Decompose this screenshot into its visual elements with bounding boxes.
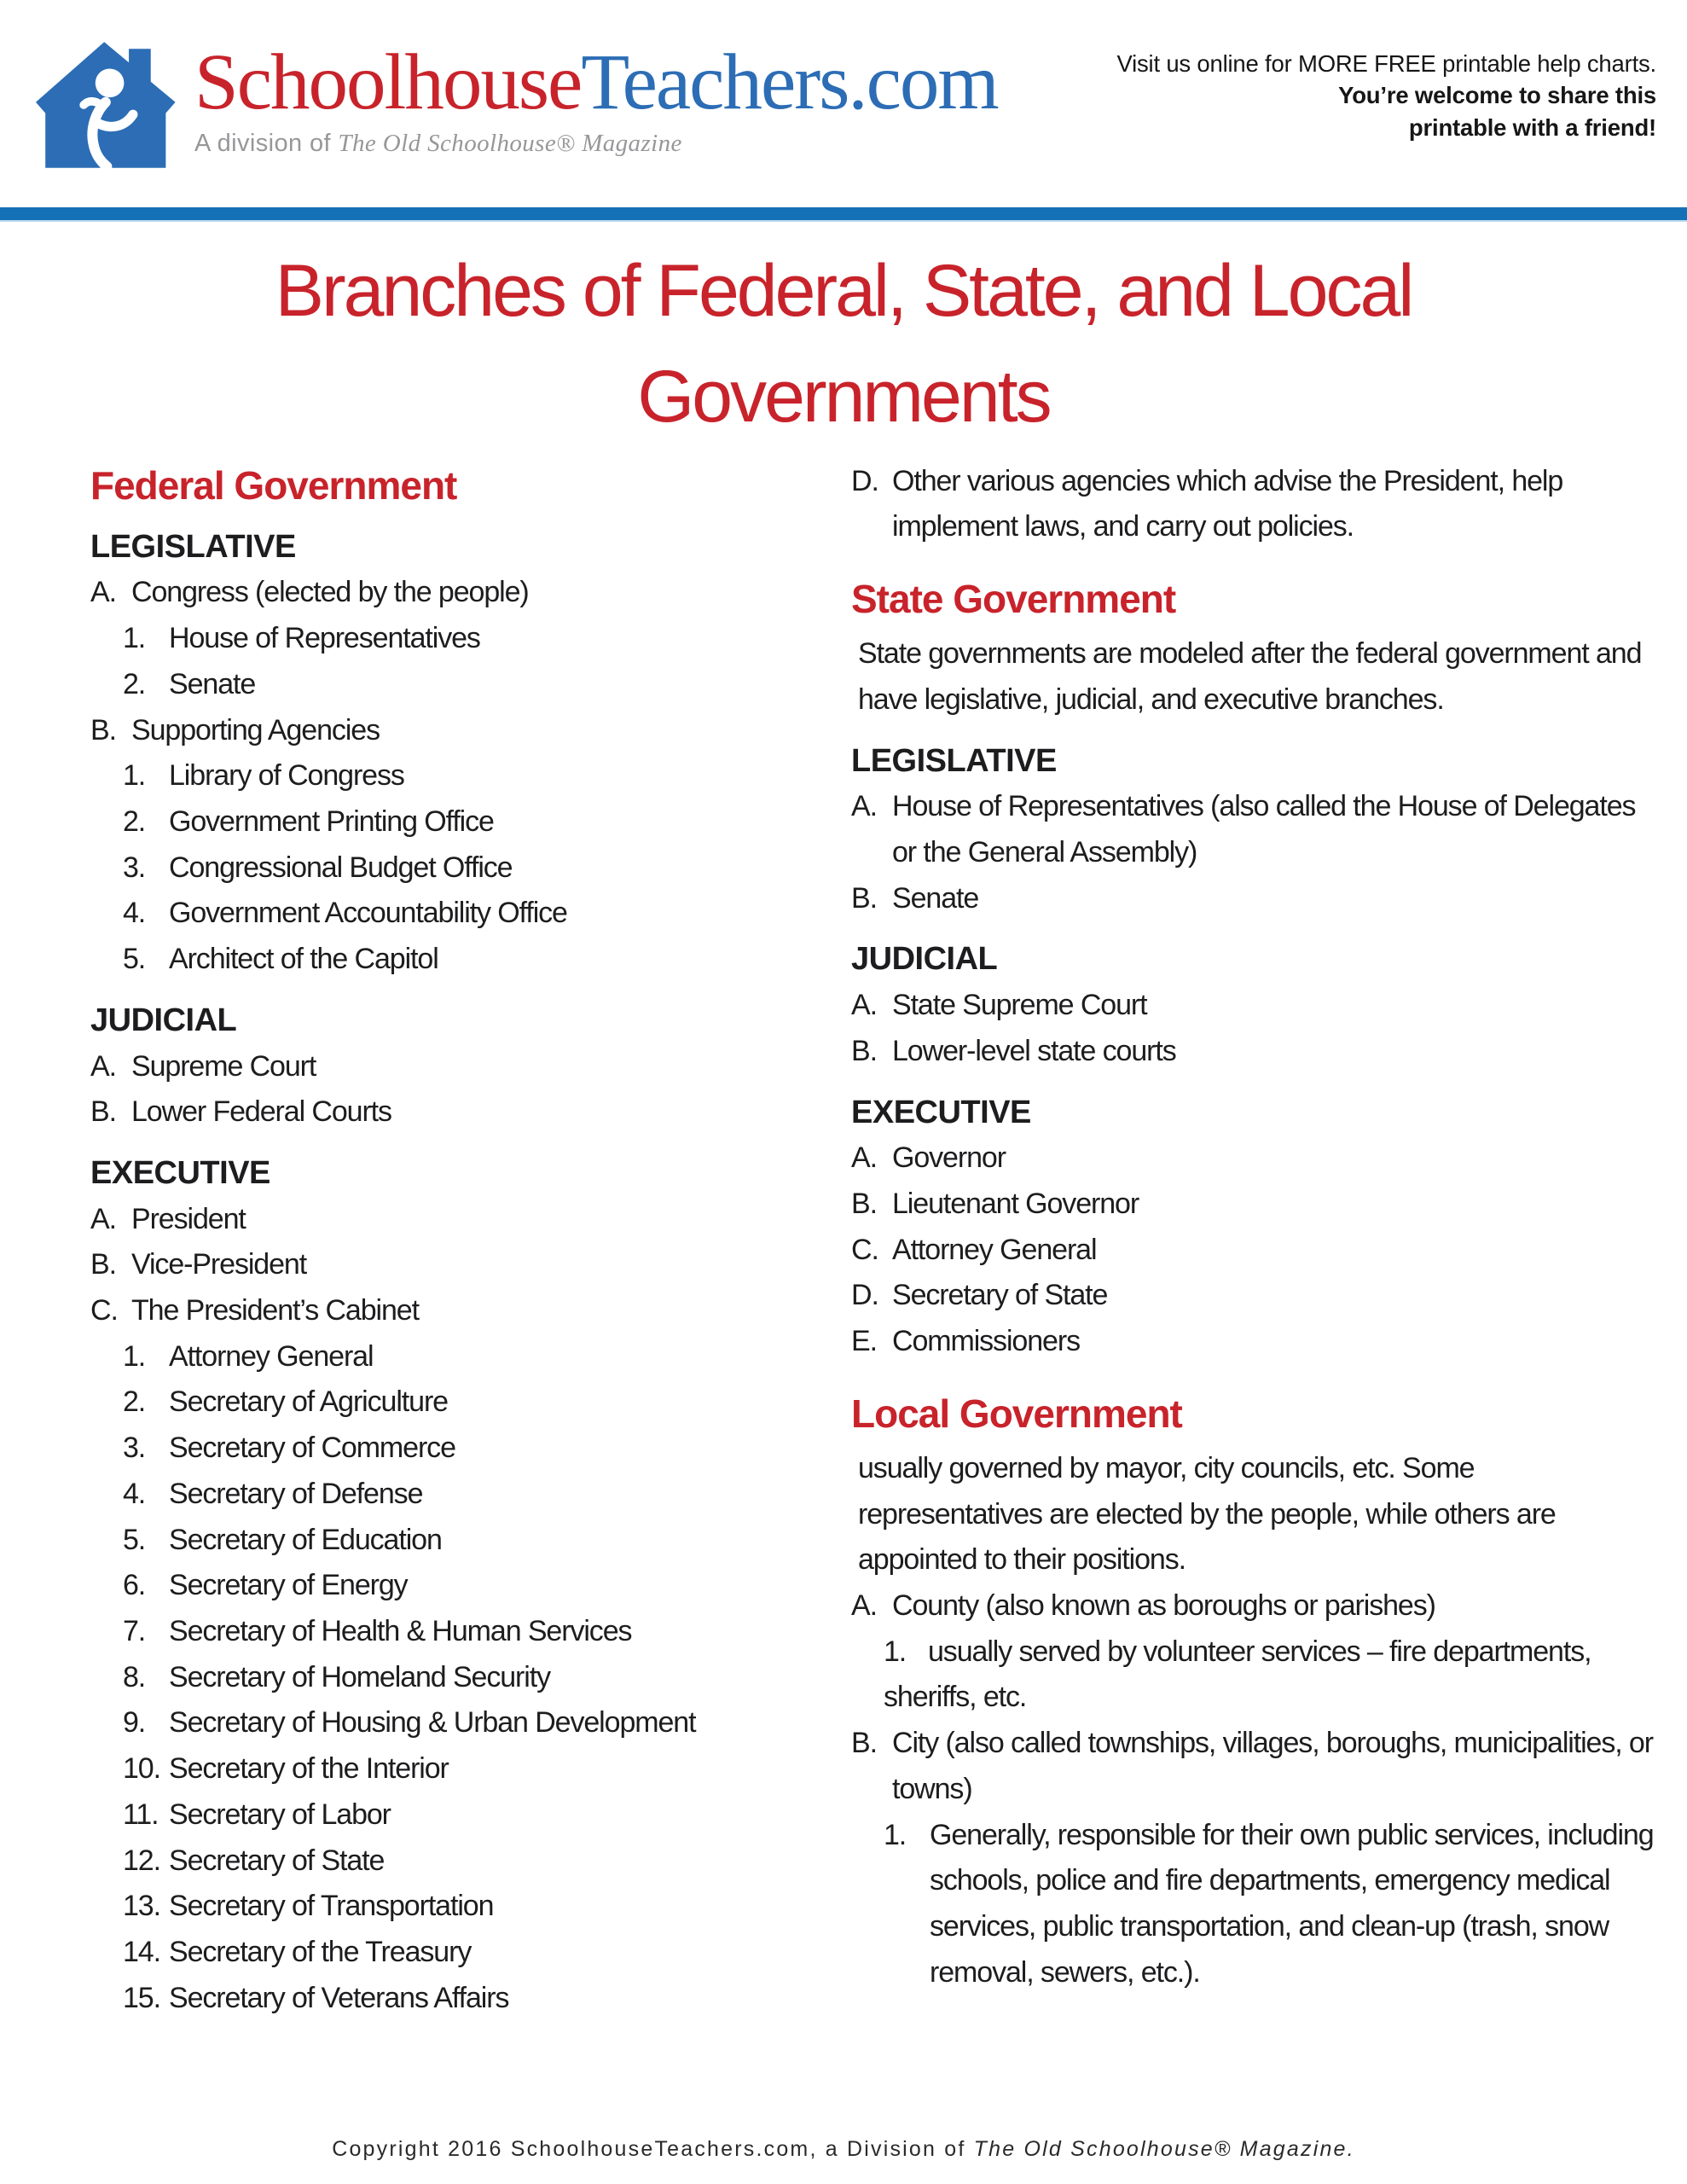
outline-item-text: Secretary of State bbox=[892, 1279, 1108, 1312]
outline-item-text: Congressional Budget Office bbox=[169, 851, 513, 884]
outline-item-marker: B. bbox=[90, 1248, 116, 1281]
outline-item-marker: E. bbox=[851, 1324, 877, 1357]
branch-heading: LEGISLATIVE bbox=[851, 742, 1057, 779]
outline-item-marker: 8. bbox=[123, 1660, 146, 1693]
outline-item-marker: 5. bbox=[123, 1523, 146, 1556]
outline-item-text: Secretary of Education bbox=[169, 1523, 442, 1556]
outline-item bbox=[851, 1721, 1661, 1812]
outline-item-marker: 2. bbox=[123, 1385, 146, 1419]
outline-item bbox=[123, 1930, 820, 1976]
outline-item-marker: B. bbox=[851, 1727, 877, 1760]
outline-item bbox=[123, 753, 820, 799]
outline-item-text: Secretary of Homeland Security bbox=[169, 1660, 550, 1693]
branch-heading: JUDICIAL bbox=[851, 941, 998, 978]
outline-item-text: Attorney General bbox=[892, 1233, 1097, 1266]
outline-item-text: Secretary of Transportation bbox=[169, 1890, 494, 1923]
branch-heading: EXECUTIVE bbox=[90, 1154, 270, 1191]
outline-item bbox=[123, 1884, 820, 1930]
outline-item-text: Attorney General bbox=[169, 1339, 374, 1373]
outline-item bbox=[90, 570, 820, 616]
outline-item bbox=[123, 1976, 820, 2022]
brand-name-teachers: Teachers.com bbox=[581, 38, 998, 126]
outline-item-marker: B. bbox=[851, 881, 877, 915]
outline-item-marker: 6. bbox=[123, 1569, 146, 1602]
header bbox=[0, 0, 1687, 207]
outline-item bbox=[123, 1700, 820, 1746]
outline-item-text: Secretary of Agriculture bbox=[169, 1385, 448, 1419]
section-paragraph: State governments are modeled after the federal government and have legislative, judicial, and executive branches. bbox=[858, 637, 1642, 716]
outline-item-text: Secretary of Veterans Affairs bbox=[169, 1981, 509, 2014]
outline-item-marker: 1. bbox=[884, 1818, 907, 1851]
outline-item-marker: D. bbox=[851, 1279, 878, 1312]
page-title bbox=[0, 239, 1687, 450]
outline-item-marker: 7. bbox=[123, 1615, 146, 1647]
outline-item-text: County (also known as boroughs or parishes) bbox=[892, 1589, 1435, 1623]
outline-item-text: Lower Federal Courts bbox=[131, 1095, 391, 1129]
outline-item-marker: 1. bbox=[123, 622, 146, 655]
outline-item-marker: 4. bbox=[123, 1477, 146, 1510]
outline-item bbox=[851, 1136, 1661, 1182]
copyright-text: Copyright 2016 SchoolhouseTeachers.com, a Division of bbox=[332, 2137, 974, 2161]
outline-item bbox=[123, 845, 820, 892]
tagline-magazine-name: The Old Schoolhouse® Magazine bbox=[338, 129, 682, 157]
outline-item bbox=[851, 1029, 1661, 1075]
outline-item bbox=[123, 1746, 820, 1792]
outline-item-marker: 13. bbox=[123, 1890, 160, 1923]
page-title-line-1: Branches of Federal, State, and Local bbox=[275, 250, 1412, 332]
outline-item-text: Supporting Agencies bbox=[131, 713, 380, 746]
outline-item-marker: B. bbox=[851, 1034, 877, 1067]
left-column bbox=[90, 459, 820, 2022]
outline-item bbox=[90, 1044, 820, 1090]
logo bbox=[32, 39, 998, 171]
outline-item-text: Supreme Court bbox=[131, 1049, 316, 1083]
promo-line-1: Visit us online for MORE FREE printable help charts. bbox=[1116, 50, 1656, 77]
outline-item-text: The President’s Cabinet bbox=[131, 1293, 419, 1327]
outline-item bbox=[123, 1655, 820, 1701]
outline-item-marker: A. bbox=[851, 1141, 877, 1175]
section-heading: State Government bbox=[851, 577, 1176, 622]
outline-item-text: City (also called townships, villages, boroughs, municipalities, or towns) bbox=[892, 1727, 1653, 1805]
outline-item-marker: B. bbox=[851, 1187, 877, 1220]
brand-name-schoolhouse: Schoolhouse bbox=[194, 38, 582, 126]
outline-item bbox=[123, 1518, 820, 1564]
promo-line-2: You’re welcome to share this bbox=[1338, 82, 1656, 109]
outline-item bbox=[123, 616, 820, 662]
outline-item-text: Library of Congress bbox=[169, 759, 404, 793]
outline-item-text: Secretary of Defense bbox=[169, 1477, 423, 1510]
outline-item-text: Congress (elected by the people) bbox=[131, 576, 529, 609]
outline-item bbox=[884, 1629, 1661, 1721]
outline-item-marker: 12. bbox=[123, 1844, 160, 1877]
outline-item-marker: A. bbox=[851, 989, 877, 1022]
outline-item bbox=[851, 459, 1661, 550]
outline-item-text: Secretary of Health & Human Services bbox=[169, 1615, 632, 1647]
outline-item-text: Secretary of the Treasury bbox=[169, 1936, 472, 1969]
outline-item bbox=[851, 876, 1661, 922]
outline-item-marker: 1. bbox=[123, 1339, 146, 1373]
outline-item bbox=[851, 1182, 1661, 1228]
right-column bbox=[851, 459, 1661, 2022]
branch-heading: LEGISLATIVE bbox=[90, 528, 296, 565]
outline-item-marker: 2. bbox=[123, 805, 146, 839]
outline-item-marker: B. bbox=[90, 713, 116, 746]
outline-item bbox=[123, 1380, 820, 1426]
outline-item bbox=[123, 1426, 820, 1472]
schoolhouse-logo-icon bbox=[32, 39, 184, 171]
outline-item-text: House of Representatives bbox=[169, 622, 480, 655]
outline-item-marker: B. bbox=[90, 1095, 116, 1129]
outline-item-marker: D. bbox=[851, 464, 878, 497]
outline-item bbox=[851, 1583, 1661, 1629]
outline-item-text: Other various agencies which advise the President, help implement laws, and carry out policies. bbox=[892, 464, 1563, 543]
outline-item-marker: 10. bbox=[123, 1752, 160, 1786]
logo-text bbox=[194, 39, 998, 158]
outline-item-text: Secretary of the Interior bbox=[169, 1752, 449, 1786]
outline-item-text: Secretary of Commerce bbox=[169, 1432, 455, 1465]
outline-item-marker: 3. bbox=[123, 851, 146, 884]
outline-item-marker: 9. bbox=[123, 1706, 146, 1740]
branch-heading: EXECUTIVE bbox=[851, 1094, 1031, 1130]
tagline-prefix: A division of bbox=[194, 129, 339, 157]
outline-item bbox=[851, 784, 1661, 875]
page-title-line-2: Governments bbox=[637, 355, 1050, 438]
section-heading: Local Government bbox=[851, 1391, 1182, 1436]
outline-item-text: Secretary of Housing & Urban Development bbox=[169, 1706, 696, 1740]
outline-item-marker: 5. bbox=[123, 943, 146, 976]
outline-item bbox=[90, 1242, 820, 1288]
outline-item bbox=[851, 1319, 1661, 1365]
outline-item-marker: 2. bbox=[123, 667, 146, 700]
outline-item-text: State Supreme Court bbox=[892, 989, 1147, 1022]
outline-item-text: Secretary of Labor bbox=[169, 1798, 391, 1831]
outline-item bbox=[90, 1089, 820, 1136]
content-columns bbox=[0, 450, 1687, 2022]
outline-item-text: Lieutenant Governor bbox=[892, 1187, 1139, 1220]
outline-item bbox=[123, 1609, 820, 1655]
outline-item-text: Lower-level state courts bbox=[892, 1034, 1176, 1067]
outline-item-marker: A. bbox=[851, 790, 877, 823]
outline-item-text: Vice-President bbox=[131, 1248, 307, 1281]
outline-item-marker: 15. bbox=[123, 1981, 160, 2014]
outline-item bbox=[123, 799, 820, 845]
branch-heading: JUDICIAL bbox=[90, 1002, 237, 1038]
outline-item bbox=[123, 891, 820, 937]
outline-item-marker: C. bbox=[851, 1233, 878, 1266]
outline-item-text: Commissioners bbox=[892, 1324, 1080, 1357]
outline-item bbox=[123, 1838, 820, 1885]
outline-item-text: House of Representatives (also called the House of Delegates or the General Assembly) bbox=[892, 790, 1636, 869]
outline-item bbox=[123, 937, 820, 983]
outline-item-text: Secretary of State bbox=[169, 1844, 385, 1877]
outline-item-marker: 14. bbox=[123, 1936, 160, 1969]
outline-item-marker: 1. bbox=[884, 1635, 907, 1668]
outline-item bbox=[123, 1334, 820, 1380]
outline-item-text: President bbox=[131, 1202, 246, 1235]
outline-item-text: Architect of the Capitol bbox=[169, 943, 438, 976]
divider-bar bbox=[0, 207, 1687, 222]
outline-item bbox=[123, 1792, 820, 1838]
brand-tagline bbox=[194, 130, 998, 158]
outline-item-marker: A. bbox=[90, 576, 116, 609]
outline-item-marker: A. bbox=[851, 1589, 877, 1623]
outline-item-marker: A. bbox=[90, 1202, 116, 1235]
outline-item bbox=[90, 1197, 820, 1243]
outline-item-text: Generally, responsible for their own public services, including schools, police and fire departments, emergency medical services, public transportation, and clean-up (trash, snow removal, sewers, etc.). bbox=[930, 1818, 1654, 1989]
outline-item-text: Senate bbox=[892, 881, 979, 915]
outline-item-text: Governor bbox=[892, 1141, 1006, 1175]
outline-item bbox=[123, 662, 820, 708]
section-paragraph: usually governed by mayor, city councils, etc. Some representatives are elected by the people, while others are appointed to their positions. bbox=[858, 1451, 1556, 1577]
outline-item bbox=[90, 1288, 820, 1334]
promo-line-3: printable with a friend! bbox=[1408, 113, 1656, 141]
section-heading: Federal Government bbox=[90, 462, 457, 508]
outline-item-marker: 11. bbox=[123, 1798, 159, 1831]
outline-item bbox=[851, 1228, 1661, 1274]
brand-name bbox=[194, 38, 998, 126]
outline-item-marker: 3. bbox=[123, 1432, 146, 1465]
outline-item-text: usually served by volunteer services – fire departments, sheriffs, etc. bbox=[884, 1635, 1591, 1714]
outline-item-text: Secretary of Energy bbox=[169, 1569, 408, 1602]
outline-item-marker: 1. bbox=[123, 759, 146, 793]
outline-item-marker: 4. bbox=[123, 897, 146, 930]
outline-item-marker: A. bbox=[90, 1049, 116, 1083]
outline-item bbox=[90, 708, 820, 754]
outline-item bbox=[123, 1472, 820, 1518]
outline-item-marker: C. bbox=[90, 1293, 118, 1327]
footer-copyright bbox=[0, 2137, 1687, 2162]
outline-item-text: Government Printing Office bbox=[169, 805, 494, 839]
outline-item-text: Senate bbox=[169, 667, 256, 700]
outline-item bbox=[123, 1563, 820, 1609]
copyright-magazine-name: The Old Schoolhouse® Magazine. bbox=[973, 2137, 1355, 2161]
outline-item bbox=[851, 983, 1661, 1029]
promo-text bbox=[1116, 39, 1656, 143]
outline-item bbox=[884, 1813, 1661, 1996]
outline-item-text: Government Accountability Office bbox=[169, 897, 567, 930]
outline-item bbox=[851, 1273, 1661, 1319]
